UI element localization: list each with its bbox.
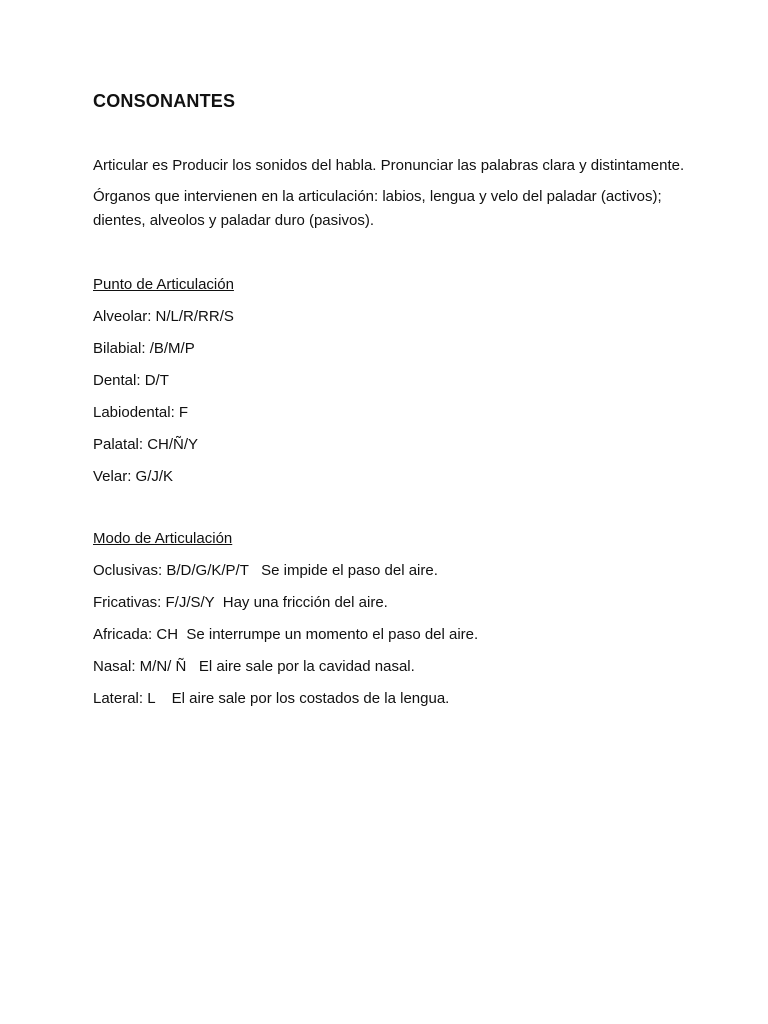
modo-articulacion-list (93, 559, 693, 711)
document-body (93, 88, 693, 711)
document-title: CONSONANTES (93, 91, 236, 111)
list-item: Africada: CH Se interrumpe un momento el paso del aire. (93, 626, 479, 643)
list-item: Fricativas: F/J/S/Y Hay una fricción del aire. (93, 594, 388, 611)
list-item: Labiodental: F (93, 404, 189, 421)
punto-articulacion-heading: Punto de Articulación (93, 276, 234, 293)
list-item: Velar: G/J/K (93, 468, 174, 485)
list-item: Dental: D/T (93, 372, 169, 389)
list-item: Oclusivas: B/D/G/K/P/T Se impide el paso del aire. (93, 562, 438, 579)
list-item: Bilabial: /B/M/P (93, 340, 195, 357)
list-item: Lateral: L El aire sale por los costados de la lengua. (93, 690, 450, 707)
list-item: Nasal: M/N/ Ñ El aire sale por la cavidad nasal. (93, 658, 415, 675)
paragraph-articular: Articular es Producir los sonidos del habla. Pronunciar las palabras clara y distintamente. (93, 157, 685, 174)
list-item: Alveolar: N/L/R/RR/S (93, 308, 234, 325)
modo-articulacion-heading: Modo de Articulación (93, 530, 233, 547)
list-item: Palatal: CH/Ñ/Y (93, 436, 199, 453)
punto-articulacion-list (93, 305, 693, 489)
paragraph-organos: Órganos que intervienen en la articulación: labios, lengua y velo del paladar (activos); dientes, alveolos y paladar duro (pasivos). (93, 188, 662, 229)
